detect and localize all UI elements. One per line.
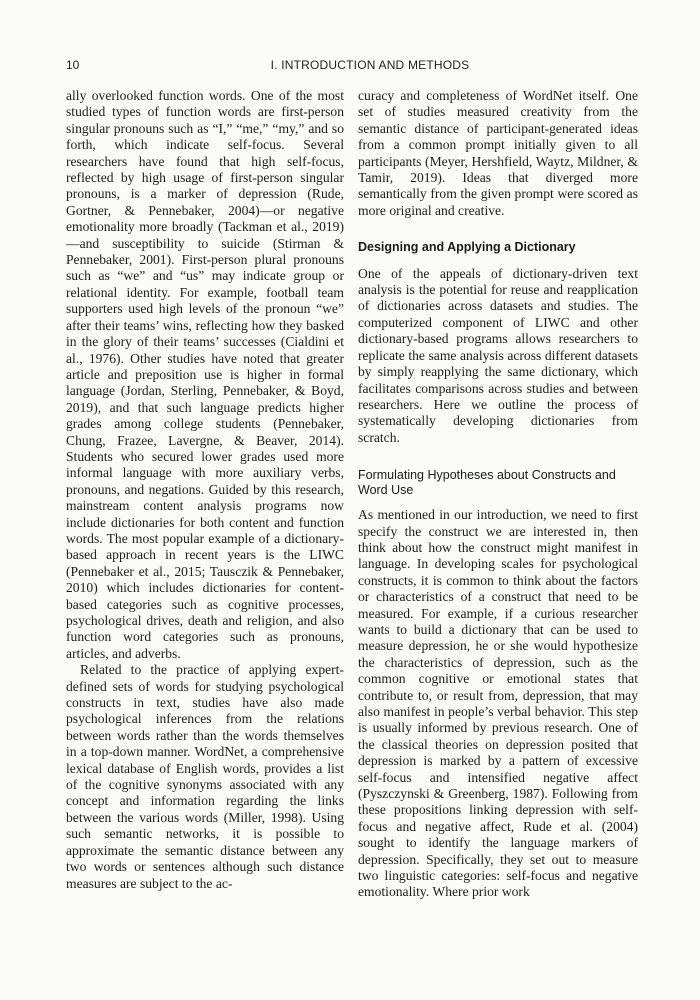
paragraph: ally overlooked function words. One of the most studied types of function words are first-person singular pronouns such as “I,” “me,” “my,” and so forth, which indicate self-focus. Several researchers have found that high self-focus, reflected by high usage of first-person singular pronouns, is a marker of depression (Rude, Gortner, & Pennebaker, 2004)—or negative emotionality more broadly (Tackman et al., 2019)—and susceptibility to suicide (Stirman & Pennebaker, 2001). First-person plural pronouns such as “we” and “us” may indicate group or relational identity. For example, football team supporters used high levels of the pronoun “we” after their teams’ wins, reflecting how they basked in the glory of their teams’ successes (Cialdini et al., 1976). Other studies have noted that greater article and preposition use is higher in formal language (Jordan, Sterling, Pennebaker, & Boyd, 2019), and that such language predicts higher grades among college students (Pennebaker, Chung, Frazee, Lavergne, & Beaver, 2014). Students who secured lower grades used more informal language with more auxiliary verbs, pronouns, and negations. Guided by this research, mainstream content analysis programs now include dictionaries for both content and function words. The most popular example of a dictionary-based approach in recent years is the LIWC (Pennebaker et al., 2015; Tausczik & Pennebaker, 2010) which includes dictionaries for content-based categories such as cognitive processes, psychological drives, death and religion, and also function word categories such as pronouns, articles, and adverbs. [66,88,344,661]
subsection-heading: Formulating Hypotheses about Constructs and Word Use [358,468,616,498]
paragraph: curacy and completeness of WordNet itself. One set of studies measured creativity from the semantic distance of participant-generated ideas from a common prompt initially given to all participants (Meyer, Hershfield, Waytz, Mildner, & Tamir, 2019). Ideas that diverged more semantically from the given prompt were scored as more original and creative. [358,88,638,218]
left-column [66,88,344,892]
running-header: I. INTRODUCTION AND METHODS [270,58,470,72]
page-number: 10 [66,58,80,72]
paragraph: Related to the practice of applying expert-defined sets of words for studying psychological constructs in text, studies have also made psychological inferences from the relations between words rather than the words themselves in a top-down manner. WordNet, a comprehensive lexical database of English words, provides a list of the cognitive synonyms associated with any concept and information regarding the links between the various words (Miller, 1998). Using such semantic networks, it is possible to approximate the semantic distance between any two words or sentences although such distance measures are subject to the ac- [66,662,344,891]
right-column [358,88,638,901]
section-heading: Designing and Applying a Dictionary [358,240,576,255]
paragraph: One of the appeals of dictionary-driven text analysis is the potential for reuse and reapplication of dictionaries across datasets and studies. The computerized component of LIWC and other dictionary-based programs allows researchers to replicate the same analysis across different datasets by simply reapplying the same dictionary, which facilitates comparisons across studies and between researchers. Here we outline the process of systematically developing dictionaries from scratch. [358,265,638,445]
paragraph: As mentioned in our introduction, we need to first specify the construct we are interested in, then think about how the construct might manifest in language. In developing scales for psychological constructs, it is common to think about the factors or characteristics of a construct that need to be measured. For example, if a curious researcher wants to build a dictionary that can be used to measure depression, he or she would hypothesize the characteristics of depression, such as the common cognitive or emotional states that contribute to, or result from, depression, that may also manifest in people’s verbal behavior. This step is usually informed by previous research. One of the classical theories on depression posited that depression is marked by a pattern of excessive self-focus and intensified negative affect (Pyszczynski & Greenberg, 1987). Following from these propositions linking depression with self-focus and negative affect, Rude et al. (2004) sought to identify the language markers of depression. Specifically, they set out to measure two linguistic categories: self-focus and negative emotionality. Where prior work [358,507,638,900]
